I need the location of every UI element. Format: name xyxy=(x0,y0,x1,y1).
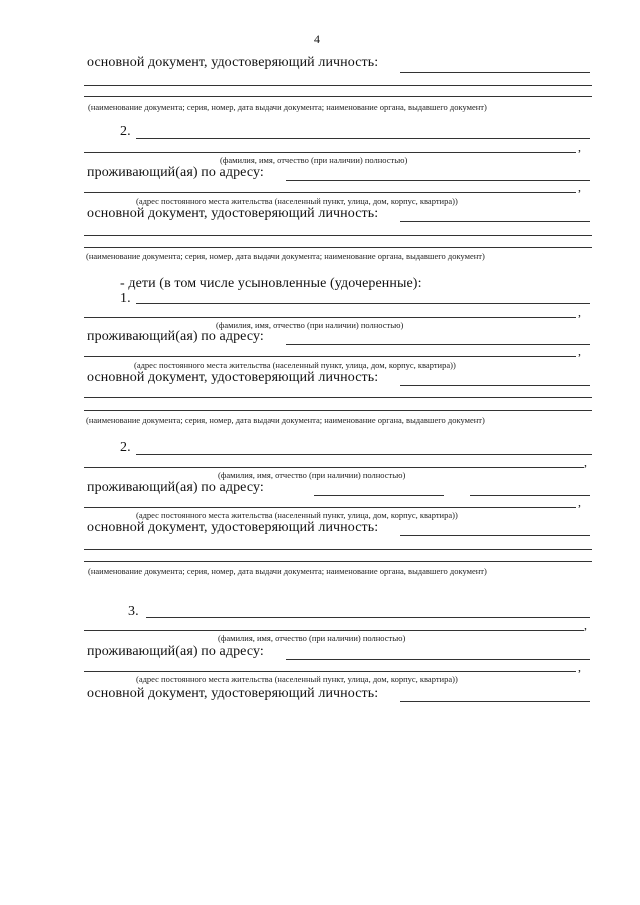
comma: , xyxy=(584,618,587,632)
full-name-field[interactable] xyxy=(84,152,576,153)
address-field[interactable] xyxy=(84,356,576,357)
address-field[interactable] xyxy=(470,495,590,496)
full-name-field[interactable] xyxy=(146,617,590,618)
identity-document-field[interactable] xyxy=(84,96,592,97)
identity-document-field[interactable] xyxy=(400,72,590,73)
address-field[interactable] xyxy=(286,659,590,660)
identity-document-field[interactable] xyxy=(84,561,592,562)
address-caption: (адрес постоянного места жительства (населенный пункт, улица, дом, корпус, квартира)) xyxy=(136,510,458,520)
address-label: проживающий(ая) по адресу: xyxy=(87,644,264,659)
identity-document-field[interactable] xyxy=(84,397,592,398)
full-name-caption: (фамилия, имя, отчество (при наличии) полностью) xyxy=(218,470,406,480)
page-number: 4 xyxy=(314,32,320,46)
full-name-field[interactable] xyxy=(136,454,592,455)
full-name-field[interactable] xyxy=(136,138,590,139)
full-name-caption: (фамилия, имя, отчество (при наличии) полностью) xyxy=(220,155,408,165)
address-field[interactable] xyxy=(286,180,590,181)
comma: , xyxy=(578,140,581,154)
address-label: проживающий(ая) по адресу: xyxy=(87,480,264,495)
comma: , xyxy=(578,344,581,358)
full-name-caption: (фамилия, имя, отчество (при наличии) полностью) xyxy=(216,320,404,330)
identity-document-caption: (наименование документа; серия, номер, дата выдачи документа; наименование органа, выдавшего документ) xyxy=(88,566,487,576)
address-caption: (адрес постоянного места жительства (населенный пункт, улица, дом, корпус, квартира)) xyxy=(134,360,456,370)
identity-document-field[interactable] xyxy=(400,701,590,702)
identity-document-field[interactable] xyxy=(84,247,592,248)
comma: , xyxy=(584,455,587,469)
address-label: проживающий(ая) по адресу: xyxy=(87,165,264,180)
address-field[interactable] xyxy=(84,507,576,508)
identity-document-field[interactable] xyxy=(84,549,592,550)
item-number: 3. xyxy=(128,604,139,619)
identity-document-label: основной документ, удостоверяющий личность: xyxy=(87,520,379,535)
address-field[interactable] xyxy=(286,344,590,345)
identity-document-caption: (наименование документа; серия, номер, дата выдачи документа; наименование органа, выдавшего документ) xyxy=(88,102,487,112)
address-label: проживающий(ая) по адресу: xyxy=(87,329,264,344)
address-caption: (адрес постоянного места жительства (населенный пункт, улица, дом, корпус, квартира)) xyxy=(136,674,458,684)
identity-document-label: основной документ, удостоверяющий личность: xyxy=(87,206,379,221)
identity-document-caption: (наименование документа; серия, номер, дата выдачи документа; наименование органа, выдавшего документ) xyxy=(86,251,485,261)
identity-document-label: основной документ, удостоверяющий личность: xyxy=(87,370,379,385)
address-caption: (адрес постоянного места жительства (населенный пункт, улица, дом, корпус, квартира)) xyxy=(136,196,458,206)
identity-document-label: основной документ, удостоверяющий личность: xyxy=(87,686,379,701)
full-name-field[interactable] xyxy=(84,317,576,318)
identity-document-caption: (наименование документа; серия, номер, дата выдачи документа; наименование органа, выдавшего документ) xyxy=(86,415,485,425)
full-name-caption: (фамилия, имя, отчество (при наличии) полностью) xyxy=(218,633,406,643)
identity-document-field[interactable] xyxy=(400,385,590,386)
full-name-field[interactable] xyxy=(84,467,584,468)
address-field[interactable] xyxy=(84,671,576,672)
identity-document-field[interactable] xyxy=(84,235,592,236)
identity-document-field[interactable] xyxy=(84,85,592,86)
comma: , xyxy=(578,660,581,674)
address-field[interactable] xyxy=(84,192,576,193)
identity-document-field[interactable] xyxy=(400,221,590,222)
identity-document-field[interactable] xyxy=(400,535,590,536)
item-number: 2. xyxy=(120,124,131,139)
identity-document-field[interactable] xyxy=(84,410,592,411)
comma: , xyxy=(578,305,581,319)
comma: , xyxy=(578,180,581,194)
address-field[interactable] xyxy=(314,495,444,496)
item-number: 1. xyxy=(120,291,131,306)
full-name-field[interactable] xyxy=(136,303,590,304)
comma: , xyxy=(578,495,581,509)
full-name-field[interactable] xyxy=(84,630,584,631)
identity-document-label: основной документ, удостоверяющий личность: xyxy=(87,55,379,70)
item-number: 2. xyxy=(120,440,131,455)
children-heading: - дети (в том числе усыновленные (удочеренные): xyxy=(120,276,422,291)
